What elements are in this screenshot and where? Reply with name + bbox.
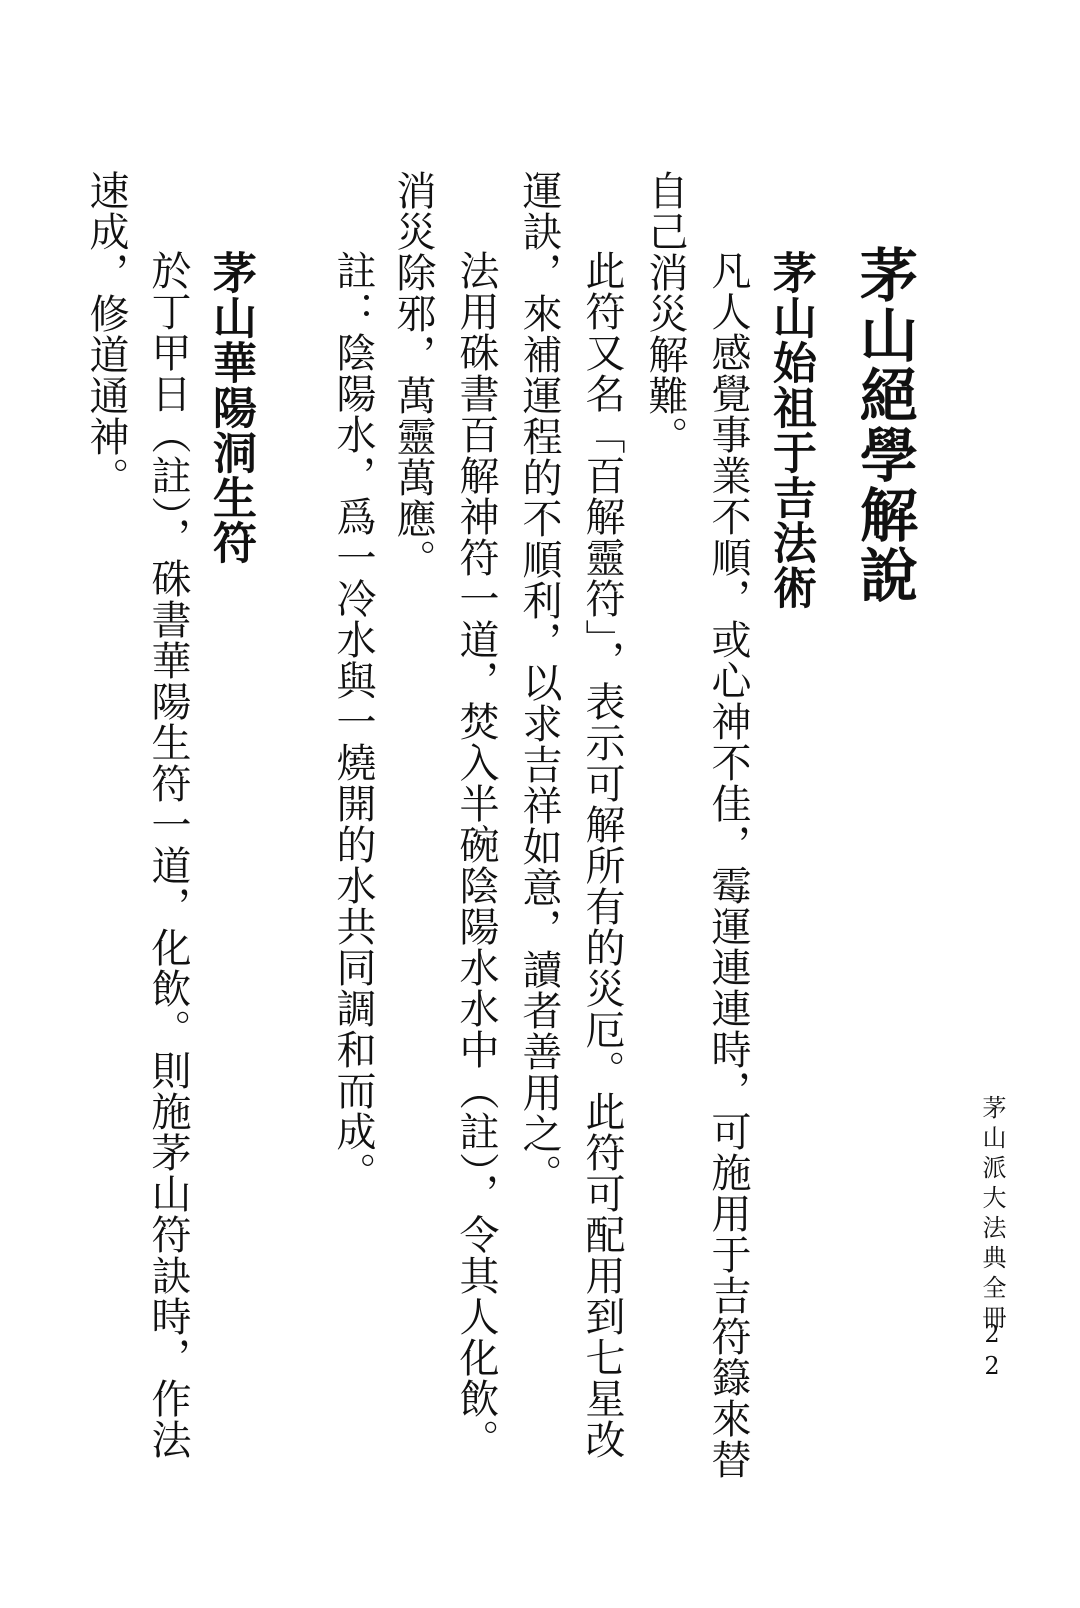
- book-title-sidebar: 茅山派大法典全冊: [978, 1095, 1006, 1335]
- body-column-3: 此符又名「百解靈符」，表示可解所有的災厄。此符可配用到七星改: [579, 250, 625, 1460]
- body-column-1: 凡人感覺事業不順，或心神不佳，霉運連連時，可施用于吉符籙來替: [705, 250, 751, 1480]
- section-heading-huayang: 茅山華陽洞生符: [205, 250, 256, 565]
- page-title: 茅山絕學解說: [850, 245, 918, 605]
- body-column-2: 自己消災解難。: [642, 170, 688, 457]
- body-column-5: 法用硃書百解神符一道，焚入半碗陰陽水水中（註），令其人化飲。: [453, 250, 499, 1460]
- body-column-4: 運訣，來補運程的不順利，以求吉祥如意，讀者善用之。: [516, 170, 562, 1195]
- section-heading-yuji: 茅山始祖于吉法術: [765, 250, 816, 610]
- note-column: 註：陰陽水，爲一冷水與一燒開的水共同調和而成。: [330, 250, 376, 1193]
- page-number: 22: [978, 1320, 1006, 1384]
- body-column-6: 消災除邪，萬靈萬應。: [390, 170, 436, 580]
- body-column-7: 於丁甲日（註），硃書華陽生符一道，化飲。則施茅山符訣時，作法: [145, 250, 191, 1460]
- body-column-8: 速成，修道通神。: [83, 170, 129, 498]
